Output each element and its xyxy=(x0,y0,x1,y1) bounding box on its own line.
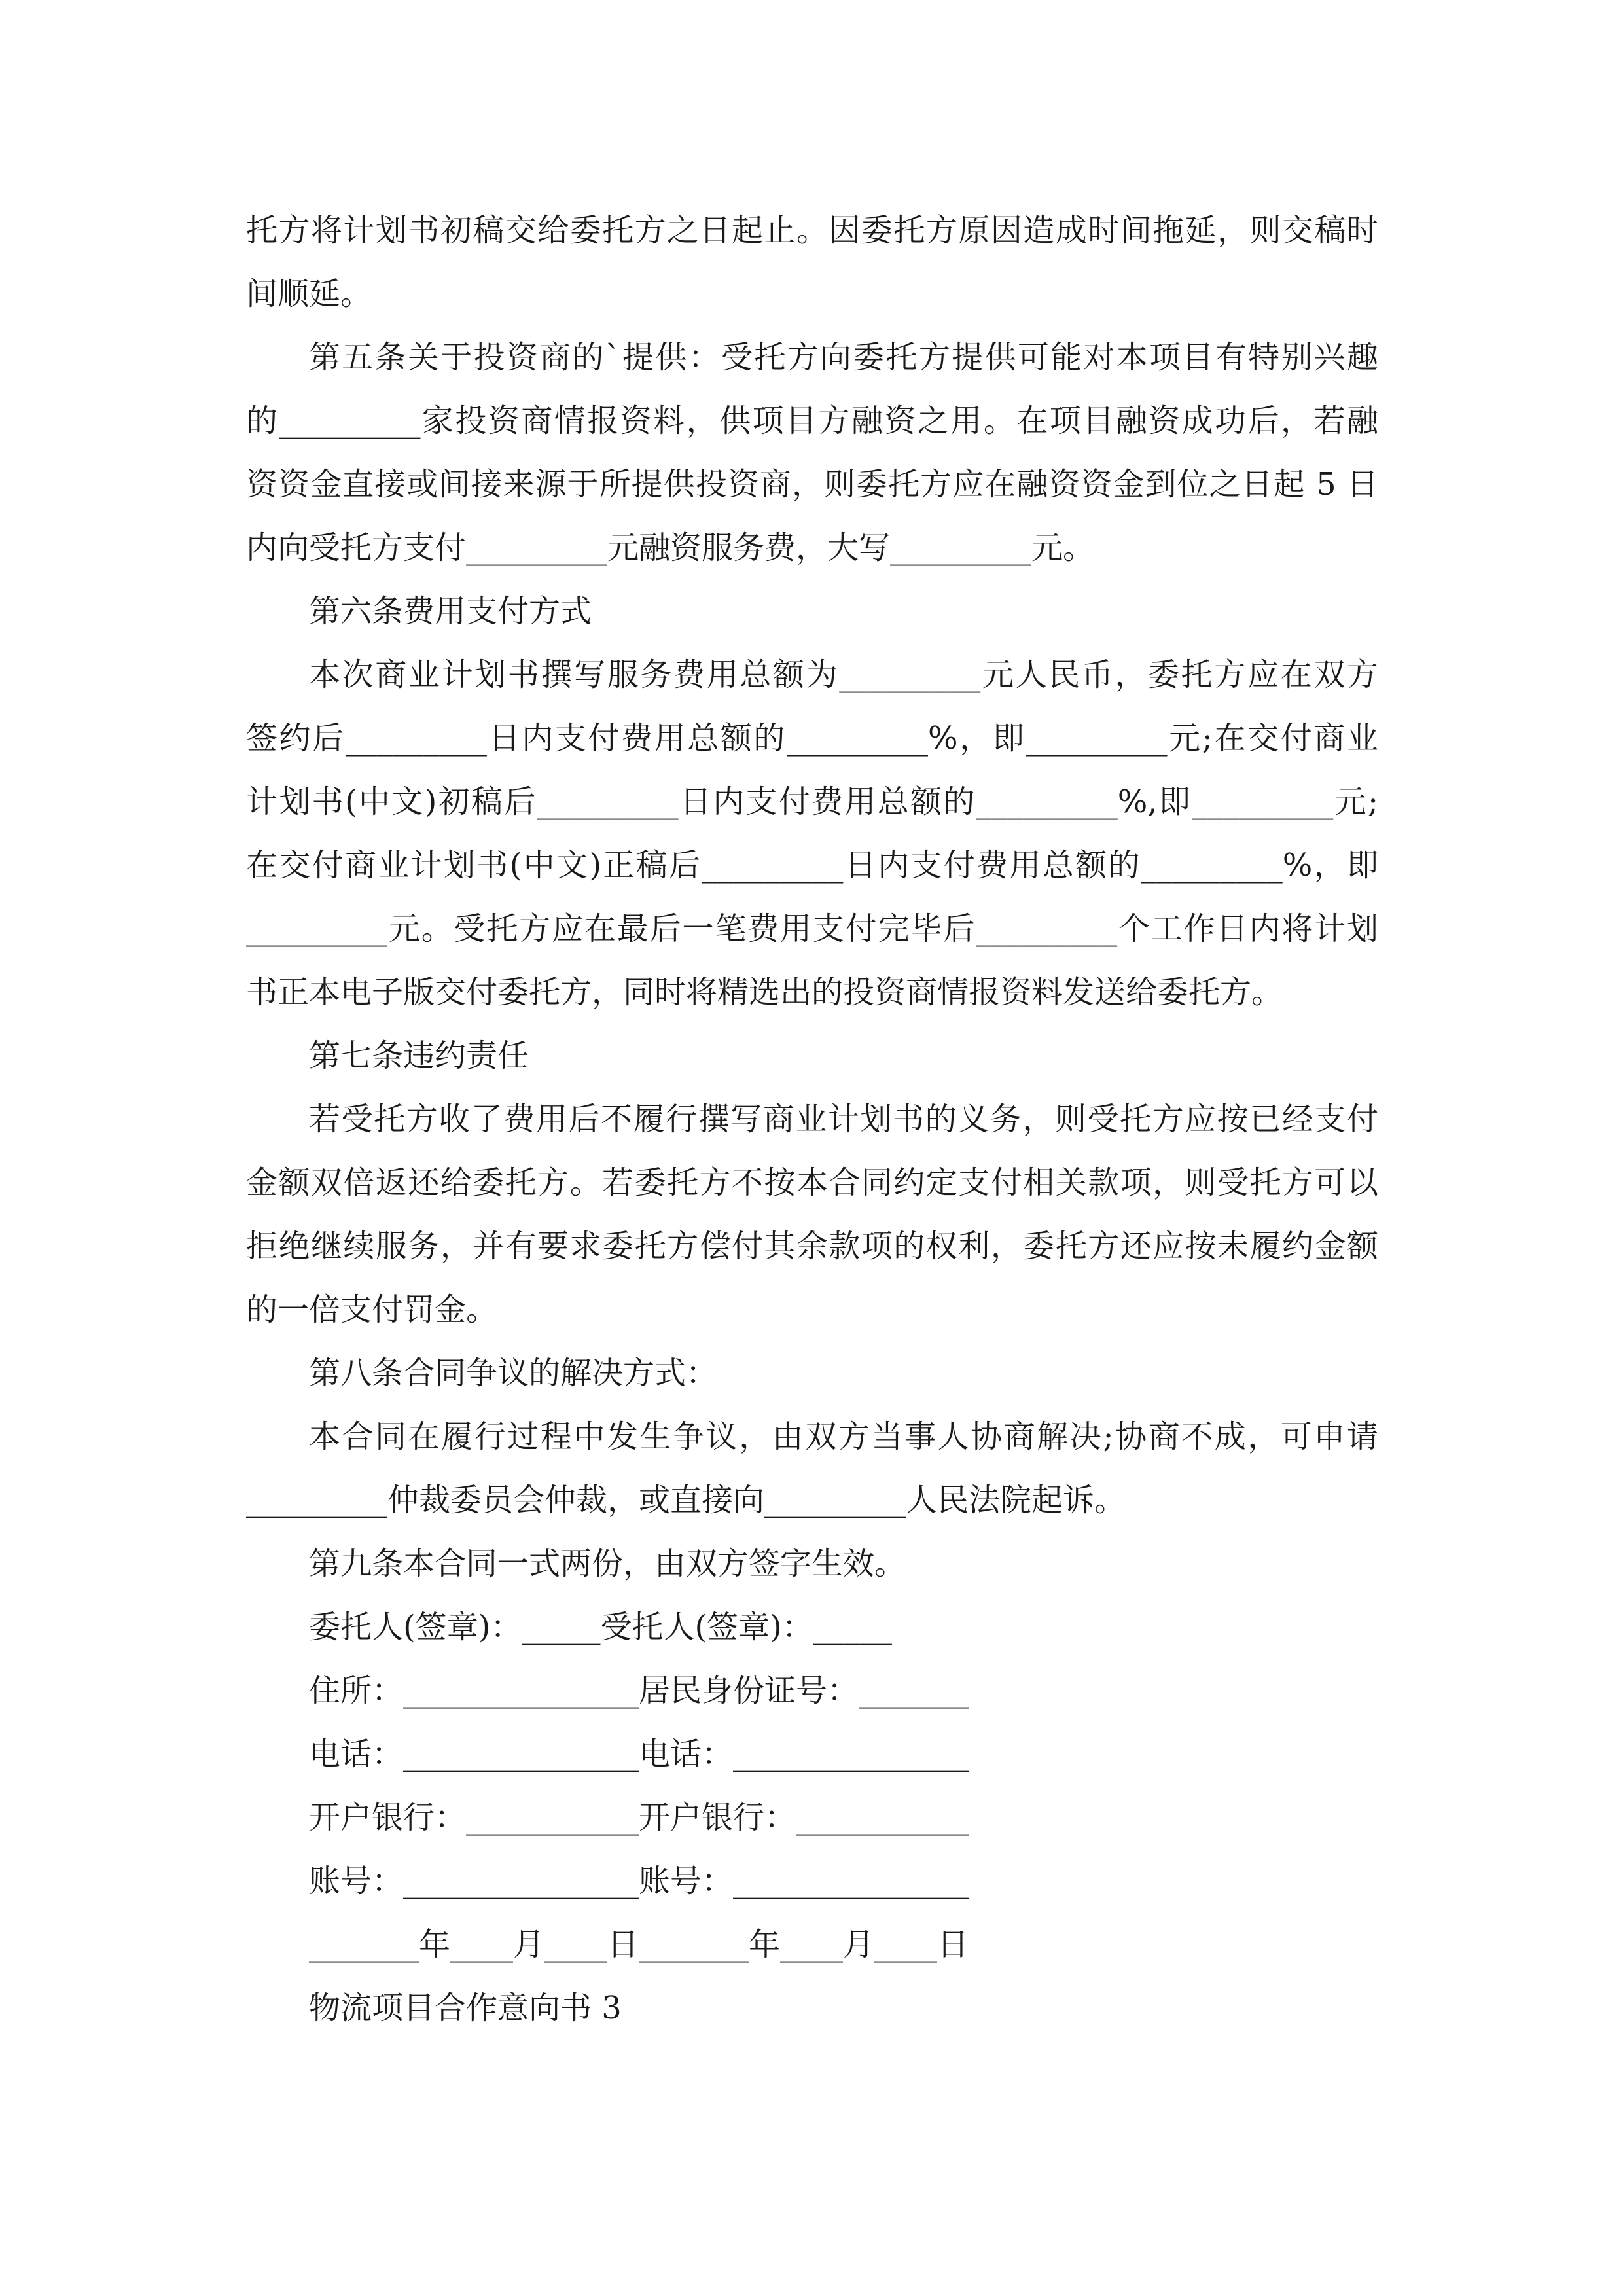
bank-line: 开户银行：___________开户银行：___________ xyxy=(309,1799,969,1836)
phone-line: 电话：_______________电话：_______________ xyxy=(309,1736,969,1772)
paragraph-line: _________仲裁委员会仲裁，或直接向_________人民法院起诉。 xyxy=(246,1482,1126,1518)
paragraph-line: 内向受托方支付_________元融资服务费，大写_________元。 xyxy=(246,529,1095,566)
paragraph-line: 资资金直接或间接来源于所提供投资商，则委托方应在融资资金到位之日起 5 日 xyxy=(246,466,1378,503)
article-6-heading: 第六条费用支付方式 xyxy=(309,593,592,630)
paragraph-line: 签约后_________日内支付费用总额的_________%，即_________元;在交付商业 xyxy=(246,720,1378,757)
paragraph-line: 的_________家投资商情报资料，供项目方融资之用。在项目融资成功后，若融 xyxy=(246,403,1378,439)
signature-line: 委托人(签章)：_____受托人(签章)：_____ xyxy=(309,1609,892,1645)
article-8-heading: 第八条合同争议的解决方式： xyxy=(309,1355,718,1391)
paragraph-line: 若受托方收了费用后不履行撰写商业计划书的义务，则受托方应按已经支付 xyxy=(309,1101,1378,1138)
address-line: 住所：_______________居民身份证号：_______ xyxy=(309,1672,969,1709)
paragraph-line: 在交付商业计划书(中文)正稿后_________日内支付费用总额的_________%，即 xyxy=(246,847,1378,884)
article-9-heading: 第九条本合同一式两份，由双方签字生效。 xyxy=(309,1545,906,1582)
paragraph-line: 书正本电子版交付委托方，同时将精选出的投资商情报资料发送给委托方。 xyxy=(246,974,1283,1011)
paragraph-line: 本次商业计划书撰写服务费用总额为_________元人民币，委托方应在双方 xyxy=(309,656,1378,693)
paragraph-line: _________元。受托方应在最后一笔费用支付完毕后_________个工作日内将计划 xyxy=(246,910,1378,947)
paragraph-line: 拒绝继续服务，并有要求委托方偿付其余款项的权利，委托方还应按未履约金额 xyxy=(246,1228,1378,1265)
paragraph-line: 计划书(中文)初稿后_________日内支付费用总额的_________%,即_________元; xyxy=(246,783,1378,820)
section-title: 物流项目合作意向书 3 xyxy=(309,1990,622,2026)
account-line: 账号：_______________账号：_______________ xyxy=(309,1863,969,1899)
date-line: _______年____月____日_______年____月____日 xyxy=(309,1926,969,1963)
paragraph-line: 本合同在履行过程中发生争议，由双方当事人协商解决;协商不成，可申请 xyxy=(309,1418,1378,1455)
paragraph-line: 间顺延。 xyxy=(246,276,372,312)
paragraph-line: 托方将计划书初稿交给委托方之日起止。因委托方原因造成时间拖延，则交稿时 xyxy=(246,212,1378,249)
article-5-heading-line: 第五条关于投资商的`提供：受托方向委托方提供可能对本项目有特别兴趣 xyxy=(309,339,1378,376)
article-7-heading: 第七条违约责任 xyxy=(309,1037,529,1074)
paragraph-line: 的一倍支付罚金。 xyxy=(246,1291,498,1328)
paragraph-line: 金额双倍返还给委托方。若委托方不按本合同约定支付相关款项，则受托方可以 xyxy=(246,1164,1378,1201)
